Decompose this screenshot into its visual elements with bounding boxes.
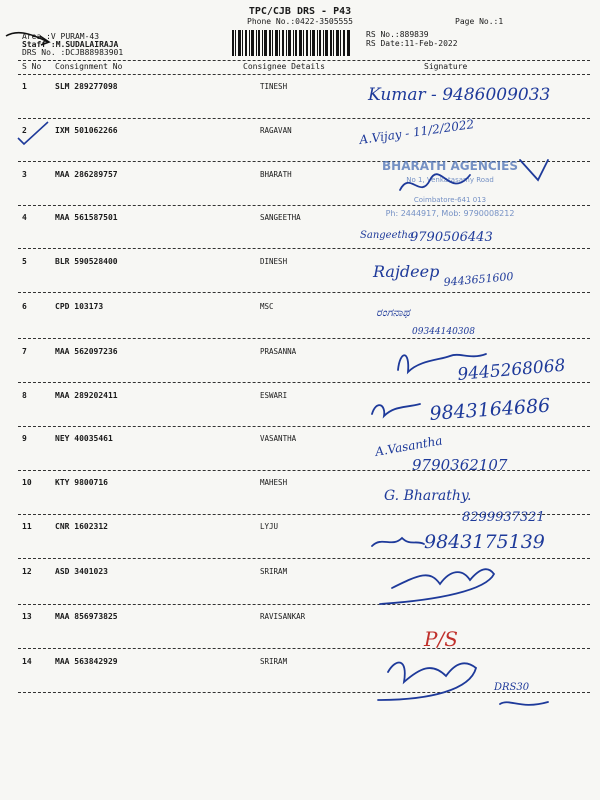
row-sno: 8 bbox=[22, 391, 27, 400]
divider bbox=[18, 426, 590, 427]
col-consignment: Consignment No bbox=[55, 62, 123, 71]
signature-row-5-name: Rajdeep bbox=[373, 262, 440, 281]
table-row bbox=[0, 612, 600, 626]
phone-number: Phone No.:0422-3505555 bbox=[247, 17, 353, 26]
divider bbox=[18, 648, 590, 649]
row-consignee: SRIRAM bbox=[260, 657, 288, 666]
row-consignment: MAA 289202411 bbox=[55, 391, 118, 400]
row-consignee: SANGEETHA bbox=[260, 213, 301, 222]
row-consignee: PRASANNA bbox=[260, 347, 297, 356]
table-row bbox=[0, 126, 600, 140]
signature-row-14-note: DRS30 bbox=[494, 682, 530, 693]
divider bbox=[18, 338, 590, 339]
barcode-icon bbox=[232, 30, 350, 56]
stamp-line: Ph: 2444917, Mob: 9790008212 bbox=[385, 209, 515, 218]
sheet-title: TPC/CJB DRS - P43 bbox=[248, 6, 352, 17]
divider bbox=[18, 382, 590, 383]
divider bbox=[18, 604, 590, 605]
signature-row-4-name: Sangeetha bbox=[360, 230, 414, 241]
row-consignee: DINESH bbox=[260, 257, 288, 266]
table-row bbox=[0, 478, 600, 492]
col-sno: S No bbox=[22, 62, 42, 71]
divider bbox=[18, 248, 590, 249]
divider bbox=[18, 470, 590, 471]
row-consignment: MAA 563842929 bbox=[55, 657, 118, 666]
row-sno: 3 bbox=[22, 170, 27, 179]
row-sno: 12 bbox=[22, 567, 32, 576]
row-sno: 10 bbox=[22, 478, 32, 487]
signature-row-2: A.Vijay - 11/2/2022 bbox=[358, 117, 475, 147]
row-consignment: MAA 561587501 bbox=[55, 213, 118, 222]
signature-row-6-name: ರಂಗನಾಥ bbox=[376, 306, 410, 319]
signature-row-11-phone: 9843175139 bbox=[424, 531, 545, 553]
divider bbox=[18, 60, 590, 61]
signature-row-8-phone: 9843164686 bbox=[428, 394, 551, 425]
divider bbox=[18, 558, 590, 559]
row-consignee: ESWARI bbox=[260, 391, 288, 400]
table-row bbox=[0, 82, 600, 96]
row-sno: 5 bbox=[22, 257, 27, 266]
row-consignment: KTY 9800716 bbox=[55, 478, 108, 487]
table-row bbox=[0, 302, 600, 316]
stamp-line: Coimbatore-641 013 bbox=[413, 196, 487, 204]
divider bbox=[18, 118, 590, 119]
row-consignee: VASANTHA bbox=[260, 434, 297, 443]
tick-mark-icon bbox=[14, 120, 54, 146]
signature-row-4-phone: 9790506443 bbox=[410, 230, 493, 245]
signature-row-10-phone: 8299937321 bbox=[462, 510, 545, 525]
table-row bbox=[0, 657, 600, 671]
row-consignee: RAGAVAN bbox=[260, 126, 292, 135]
row-sno: 1 bbox=[22, 82, 27, 91]
rs-number: RS No.:889839 bbox=[366, 30, 429, 39]
row-consignment: NEY 40035461 bbox=[55, 434, 113, 443]
table-row bbox=[0, 347, 600, 361]
divider bbox=[18, 514, 590, 515]
signature-row-5-phone: 9443651600 bbox=[443, 269, 514, 289]
col-consignee: Consignee Details bbox=[243, 62, 325, 71]
row-consignment: ASD 3401023 bbox=[55, 567, 108, 576]
stamp-line: No 1, Venkatasamy Road bbox=[406, 176, 494, 184]
row-consignment: CNR 1602312 bbox=[55, 522, 108, 531]
row-sno: 6 bbox=[22, 302, 27, 311]
row-sno: 11 bbox=[22, 522, 32, 531]
tick-mark-icon bbox=[4, 26, 54, 48]
signature-row-9-name: A.Vasantha bbox=[374, 433, 444, 459]
stamp-line: BHARATH AGENCIES bbox=[382, 159, 518, 173]
table-row bbox=[0, 434, 600, 448]
area-label: Area :V PURAM-43 bbox=[22, 32, 100, 41]
row-consignee: MSC bbox=[260, 302, 274, 311]
row-consignment: MAA 562097236 bbox=[55, 347, 118, 356]
signature-row-10-name: G. Bharathy. bbox=[384, 488, 472, 504]
col-signature: Signature bbox=[424, 62, 468, 71]
row-sno: 2 bbox=[22, 126, 27, 135]
signature-row-1: Kumar - 9486009033 bbox=[368, 85, 551, 105]
table-row bbox=[0, 522, 600, 536]
row-consignment: BLR 590528400 bbox=[55, 257, 118, 266]
divider bbox=[18, 692, 590, 693]
row-sno: 13 bbox=[22, 612, 32, 621]
signature-row-13: P/S bbox=[424, 627, 458, 651]
row-sno: 9 bbox=[22, 434, 27, 443]
row-consignee: BHARATH bbox=[260, 170, 292, 179]
row-consignment: MAA 286289757 bbox=[55, 170, 118, 179]
signature-row-7-phone: 9445268068 bbox=[456, 355, 567, 385]
row-sno: 14 bbox=[22, 657, 32, 666]
drs-number: DRS No. :DCJB88983901 bbox=[22, 48, 124, 57]
row-consignment: MAA 856973825 bbox=[55, 612, 118, 621]
signature-row-6-phone: 09344140308 bbox=[412, 327, 475, 337]
staff-label: Staff :M.SUDALAIRAJA bbox=[22, 40, 119, 49]
table-row bbox=[0, 567, 600, 581]
row-consignment: SLM 289277098 bbox=[55, 82, 118, 91]
row-consignee: SRIRAM bbox=[260, 567, 288, 576]
row-sno: 7 bbox=[22, 347, 27, 356]
row-consignment: IXM 501062266 bbox=[55, 126, 118, 135]
row-consignee: TINESH bbox=[260, 82, 288, 91]
row-consignee: LYJU bbox=[260, 522, 279, 531]
table-row bbox=[0, 391, 600, 405]
divider bbox=[18, 74, 590, 75]
row-consignment: CPD 103173 bbox=[55, 302, 104, 311]
divider bbox=[18, 292, 590, 293]
row-sno: 4 bbox=[22, 213, 27, 222]
signature-row-9-phone: 9790362107 bbox=[412, 456, 508, 474]
rs-date: RS Date:11-Feb-2022 bbox=[366, 39, 458, 48]
page-number: Page No.:1 bbox=[455, 17, 504, 26]
company-stamp bbox=[360, 156, 540, 224]
table-row bbox=[0, 257, 600, 271]
row-consignee: RAVISANKAR bbox=[260, 612, 306, 621]
row-consignee: MAHESH bbox=[260, 478, 288, 487]
